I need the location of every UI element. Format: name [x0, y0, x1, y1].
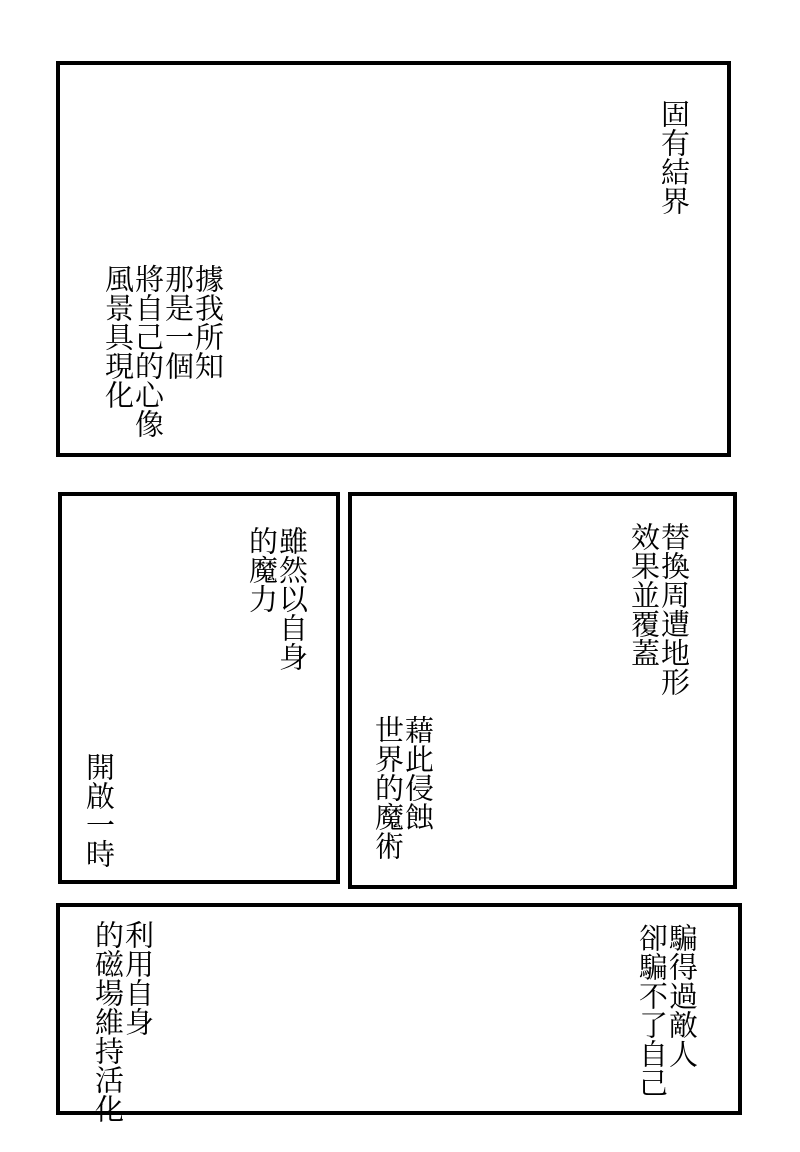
caption-text: 替換周遭地形 — [657, 522, 691, 696]
caption-text: 效果並覆蓋 — [627, 522, 661, 667]
caption-text: 固有結界 — [657, 99, 691, 215]
comic-panel-4 — [56, 903, 742, 1123]
comic-panel-3 — [348, 492, 737, 889]
caption-text: 世界的魔術 — [371, 715, 405, 860]
caption-text: 的磁場維持活化 — [91, 920, 125, 1123]
caption-text: 卻騙不了自己 — [635, 923, 669, 1097]
caption-text: 雖然以自身 — [275, 526, 309, 671]
comic-panel-2 — [58, 492, 340, 884]
caption-text: 利用自身 — [121, 920, 155, 1036]
caption-text: 將自己的心像 — [131, 264, 165, 438]
caption-text: 的魔力 — [245, 526, 279, 613]
caption-text: 風景具現化 — [101, 264, 135, 409]
caption-text: 藉此侵蝕 — [401, 715, 435, 831]
caption-text: 據我所知 — [191, 264, 225, 380]
caption-text: 騙得過敵人 — [665, 923, 699, 1068]
caption-text: 那是一個 — [161, 264, 195, 380]
comic-panel-1 — [56, 61, 731, 457]
caption-text: 開啟一時 — [82, 752, 116, 868]
